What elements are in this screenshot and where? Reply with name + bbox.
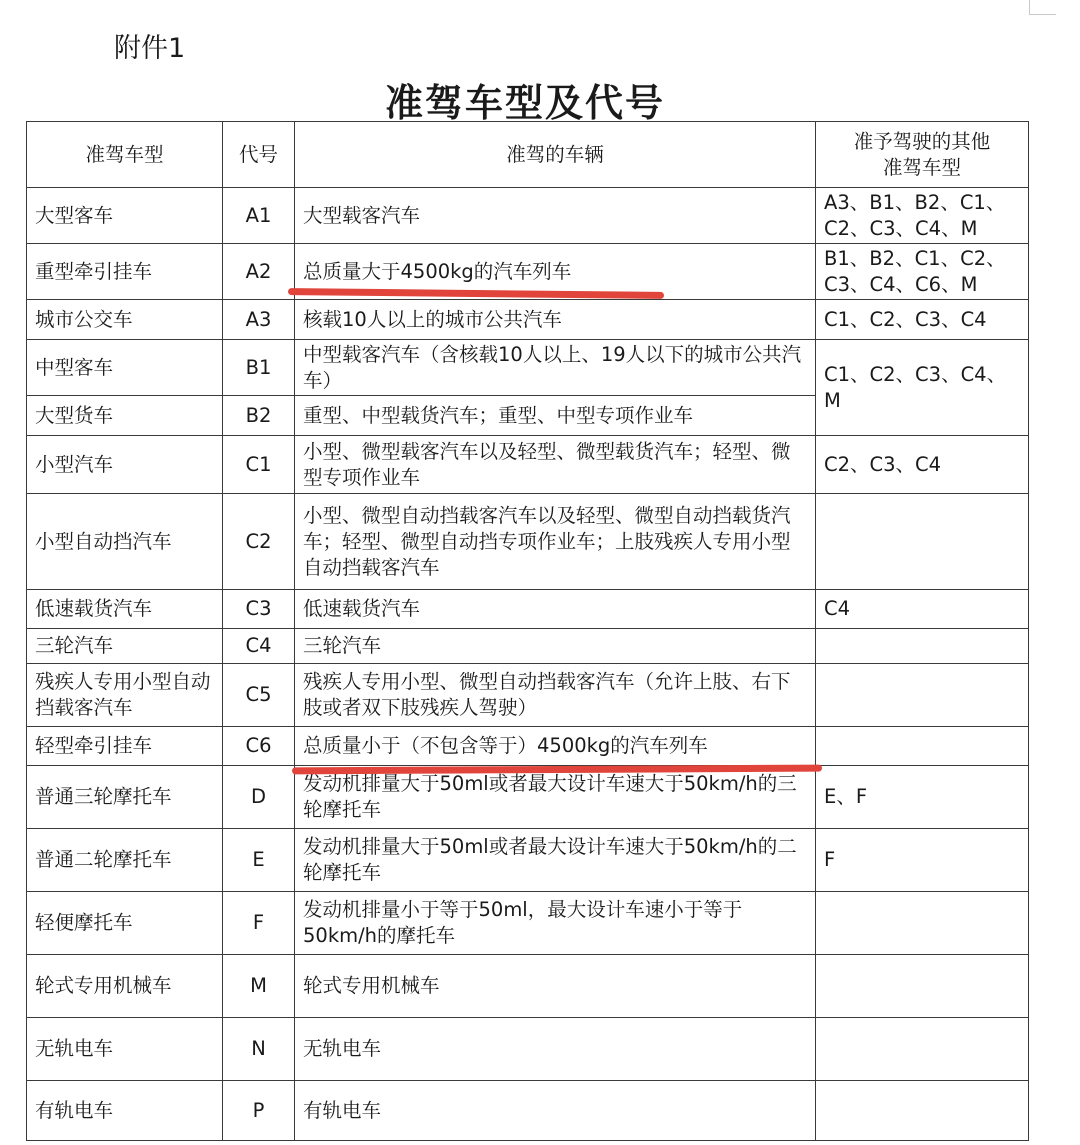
- type-cell: 大型客车: [27, 188, 223, 244]
- vehicles-cell: 无轨电车: [295, 1018, 816, 1081]
- code-cell: C2: [223, 494, 295, 590]
- table-row: [27, 664, 1029, 727]
- code-cell: C4: [223, 629, 295, 664]
- type-cell: 中型客车: [27, 340, 223, 396]
- type-cell: 低速载货汽车: [27, 590, 223, 629]
- vehicles-cell: 发动机排量小于等于50ml，最大设计车速小于等于50km/h的摩托车: [295, 892, 816, 955]
- type-cell: 普通二轮摩托车: [27, 829, 223, 892]
- vehicles-cell: 中型载客汽车（含核载10人以上、19人以下的城市公共汽车）: [295, 340, 816, 396]
- type-cell: 残疾人专用小型自动挡载客汽车: [27, 664, 223, 727]
- others-cell: C2、C3、C4: [816, 436, 1029, 494]
- type-cell: 城市公交车: [27, 300, 223, 340]
- vehicles-cell: 发动机排量大于50ml或者最大设计车速大于50km/h的三轮摩托车: [295, 766, 816, 829]
- type-cell: 轻型牵引挂车: [27, 727, 223, 766]
- header-type: 准驾车型: [27, 122, 223, 188]
- vehicles-cell: 有轨电车: [295, 1081, 816, 1141]
- code-cell: F: [223, 892, 295, 955]
- others-cell: [816, 727, 1029, 766]
- vehicles-cell: 低速载货汽车: [295, 590, 816, 629]
- code-cell: A2: [223, 244, 295, 300]
- vehicles-cell: 发动机排量大于50ml或者最大设计车速大于50km/h的二轮摩托车: [295, 829, 816, 892]
- table-row: [27, 629, 1029, 664]
- table-row: [27, 188, 1029, 244]
- code-cell: D: [223, 766, 295, 829]
- table-header-row: [27, 122, 1029, 188]
- others-cell: [816, 892, 1029, 955]
- others-cell: C1、C2、C3、C4、M: [816, 340, 1029, 436]
- header-vehicles: 准驾的车辆: [295, 122, 816, 188]
- table-row: [27, 436, 1029, 494]
- table-row: [27, 340, 1029, 396]
- others-cell: E、F: [816, 766, 1029, 829]
- table-row: [27, 300, 1029, 340]
- code-cell: M: [223, 955, 295, 1018]
- vehicles-cell: 小型、微型自动挡载客汽车以及轻型、微型自动挡载货汽车；轻型、微型自动挡专项作业车；上肢残疾人专用小型自动挡载客汽车: [295, 494, 816, 590]
- code-cell: E: [223, 829, 295, 892]
- others-cell: C1、C2、C3、C4: [816, 300, 1029, 340]
- table-row: [27, 829, 1029, 892]
- table-row: [27, 892, 1029, 955]
- others-cell: [816, 955, 1029, 1018]
- others-cell: [816, 494, 1029, 590]
- code-cell: C6: [223, 727, 295, 766]
- code-cell: C5: [223, 664, 295, 727]
- table-row: [27, 590, 1029, 629]
- code-cell: B2: [223, 396, 295, 436]
- type-cell: 普通三轮摩托车: [27, 766, 223, 829]
- type-cell: 轻便摩托车: [27, 892, 223, 955]
- type-cell: 轮式专用机械车: [27, 955, 223, 1018]
- others-cell: A3、B1、B2、C1、C2、C3、C4、M: [816, 188, 1029, 244]
- vehicles-cell: 残疾人专用小型、微型自动挡载客汽车（允许上肢、右下肢或者双下肢残疾人驾驶）: [295, 664, 816, 727]
- document-title: 准驾车型及代号: [384, 81, 665, 125]
- table-row: [27, 766, 1029, 829]
- code-cell: C3: [223, 590, 295, 629]
- table-row: [27, 1018, 1029, 1081]
- vehicles-cell: 重型、中型载货汽车；重型、中型专项作业车: [295, 396, 816, 436]
- type-cell: 重型牵引挂车: [27, 244, 223, 300]
- page-corner-mark: [1029, 0, 1056, 15]
- type-cell: 大型货车: [27, 396, 223, 436]
- code-cell: P: [223, 1081, 295, 1141]
- vehicles-cell: 总质量小于（不包含等于）4500kg的汽车列车: [295, 727, 816, 766]
- others-cell: F: [816, 829, 1029, 892]
- vehicles-cell: 大型载客汽车: [295, 188, 816, 244]
- type-cell: 小型自动挡汽车: [27, 494, 223, 590]
- code-cell: N: [223, 1018, 295, 1081]
- type-cell: 无轨电车: [27, 1018, 223, 1081]
- vehicles-cell: 总质量大于4500kg的汽车列车: [295, 244, 816, 300]
- others-cell: C4: [816, 590, 1029, 629]
- header-others-line2: 准驾车型: [882, 155, 961, 179]
- others-cell: [816, 664, 1029, 727]
- type-cell: 三轮汽车: [27, 629, 223, 664]
- type-cell: 有轨电车: [27, 1081, 223, 1141]
- vehicles-cell: 三轮汽车: [295, 629, 816, 664]
- table-row: [27, 494, 1029, 590]
- annex-label: 附件1: [114, 33, 186, 64]
- header-others-line1: 准予驾驶的其他: [853, 129, 991, 153]
- license-type-table: [26, 121, 1029, 1141]
- code-cell: A3: [223, 300, 295, 340]
- header-others: [816, 122, 1029, 188]
- code-cell: B1: [223, 340, 295, 396]
- vehicles-cell: 轮式专用机械车: [295, 955, 816, 1018]
- code-cell: A1: [223, 188, 295, 244]
- others-cell: [816, 1018, 1029, 1081]
- others-cell: [816, 629, 1029, 664]
- type-cell: 小型汽车: [27, 436, 223, 494]
- table-row: [27, 955, 1029, 1018]
- table-row: [27, 727, 1029, 766]
- table-row: [27, 1081, 1029, 1141]
- vehicles-cell: 核载10人以上的城市公共汽车: [295, 300, 816, 340]
- header-code: 代号: [223, 122, 295, 188]
- code-cell: C1: [223, 436, 295, 494]
- others-cell: [816, 1081, 1029, 1141]
- others-cell: B1、B2、C1、C2、C3、C4、C6、M: [816, 244, 1029, 300]
- vehicles-cell: 小型、微型载客汽车以及轻型、微型载货汽车；轻型、微型专项作业车: [295, 436, 816, 494]
